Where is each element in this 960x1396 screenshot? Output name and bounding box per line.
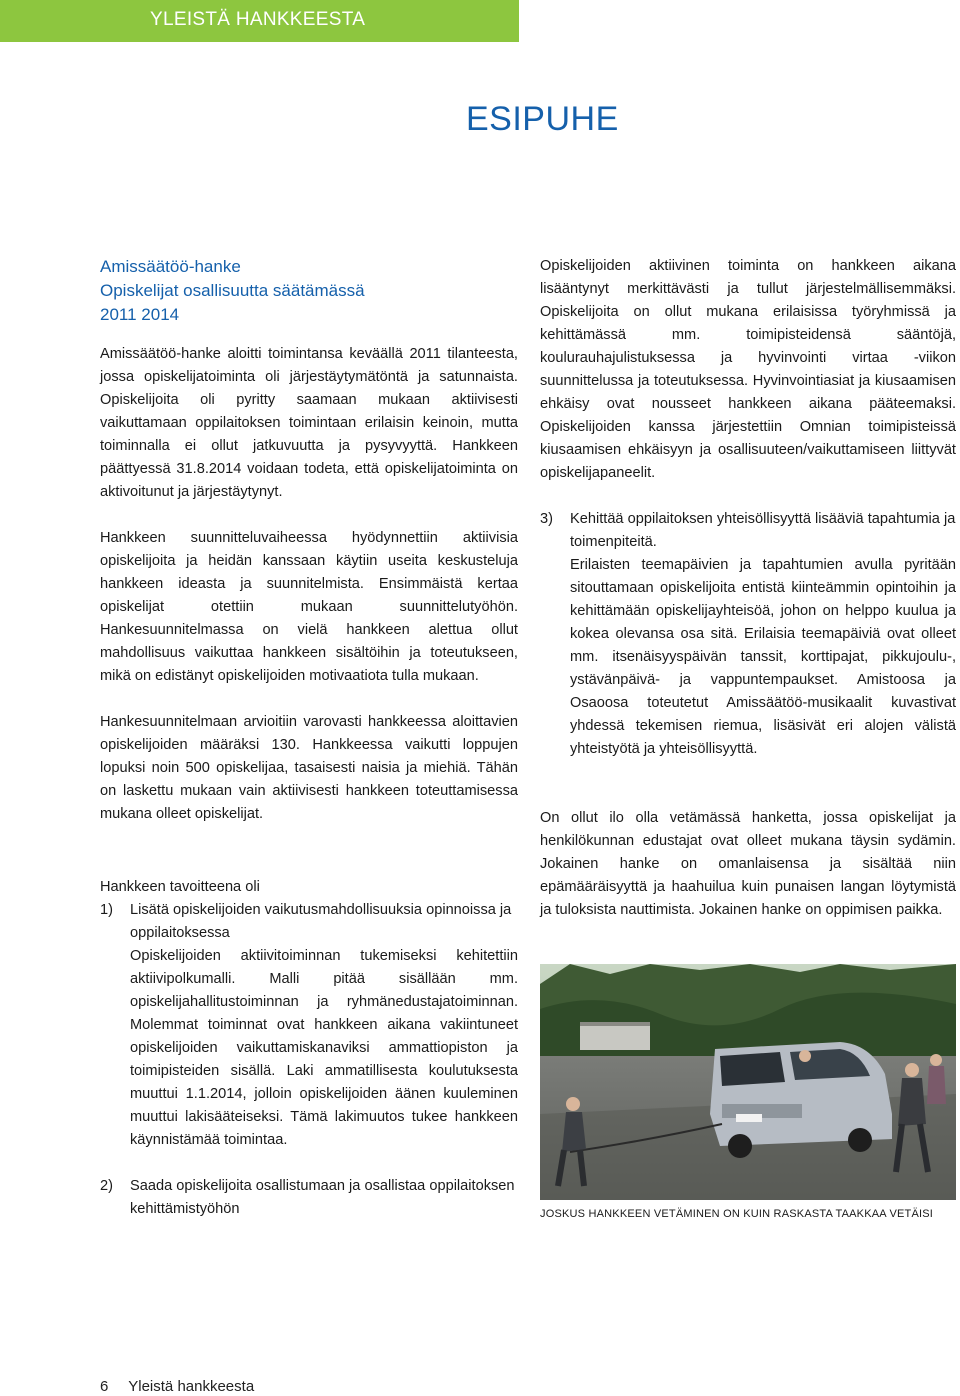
goal-item-3 [540, 508, 956, 761]
goal-title: Lisätä opiskelijoiden vaikutusmahdollisuuksia opinnoissa ja oppilaitoksessa [130, 902, 512, 941]
paragraph-activity: Opiskelijoiden aktiivinen toiminta on hankkeen aikana lisääntynyt merkittävästi ja tullut järjestelmällisemmäksi. Opiskelijoita on ollut mukana erilaisissa työryhmissä ja kehittämässä mm. toimipisteidensä sääntöjä, koulurauhajulistuksessa ja hyvinvointi virtaa -viikon suunnittelussa ja toteutuksessa. Hyvinvointiasiat ja kiusaamisen ehkäisy ovat nousseet hankkeen aikana pääteemaksi. Opiskelijoiden kanssa järjestettiin Omnian toimipisteissä kiusaamisen ehkäisyyn ja osallisuuteen/vaikuttamiseen liittyvät opiskelijapaneelit. [540, 258, 956, 481]
goal-title: Saada opiskelijoita osallistumaan ja osallistaa oppilaitoksen kehittämistyöhön [130, 1178, 515, 1217]
subtitle-line-3: 2011 2014 [100, 305, 180, 324]
page-footer [100, 1378, 254, 1395]
goal-item-1 [100, 899, 518, 1152]
photo [540, 964, 956, 1200]
goal-number: 3) [540, 511, 553, 527]
section-label: YLEISTÄ HANKKEESTA [150, 9, 366, 30]
subtitle-line-1: Amissäätöö-hanke [100, 257, 241, 276]
subtitle-line-2: Opiskelijat osallisuutta säätämässä [100, 281, 365, 300]
left-column [100, 255, 518, 1221]
right-column [540, 255, 956, 945]
page-number: 6 [100, 1378, 109, 1395]
paragraph-participants: Hankesuunnitelmaan arvioitiin varovasti hankkeessa aloittavien opiskelijoiden määräksi 130. Hankkeessa vaikutti loppujen lopuksi noin 500 opiskelijaa, tasaisesti naisia ja miehiä. Tähän on laskettu mukaan vain aktiivisesti hankkeen toteuttamisessa mukana olleet opiskelijat. [100, 714, 518, 822]
paragraph-planning: Hankkeen suunnitteluvaiheessa hyödynnettiin aktiivisia opiskelijoita ja heidän kanssaan käytiin useita keskusteluja hankkeen ideasta ja suunnitelmista. Ensimmäistä kertaa opiskelijat otettiin mukaan suunnittelutyöhön. Hankesuunnitelmassa on vielä hankkeen alettua ollut mahdollisuus vaikuttaa hankkeen sisältöihin ja toteutukseen, mikä on edistänyt opiskelijoiden motivaatiota tulla mukaan. [100, 530, 518, 684]
goal-text: Erilaisten teemapäivien ja tapahtumien avulla pyritään sitouttamaan opiskelijoita entistä kiinteämmin opintoihin ja kehittämään opiskelijayhteisöä, johon on helppo kuulua ja kokea olevansa osa sitä. Erilaisia teemapäiviä ovat olleet mm. itsenäisyyspäivän tanssit, korttipajat, pikkujoulu-, ystävänpäivä- ja vappuntempaukset. Amistoosa ja Osaoosa toteutetut Amissäätöö-musikaalit kuvastivat yhdessä tekemisen riemua, lisäsivät eri alojen välistä yhteistyötä ja yhteisöllisyyttä. [570, 557, 956, 757]
goal-number: 2) [100, 1178, 113, 1194]
goals-intro: Hankkeen tavoitteena oli [100, 879, 260, 895]
section-banner [0, 0, 519, 42]
goal-number: 1) [100, 902, 113, 918]
article-subtitle [100, 255, 518, 327]
paragraph-intro: Amissäätöö-hanke aloitti toimintansa keväällä 2011 tilanteesta, jossa opiskelijatoiminta oli järjestäytymätöntä ja satunnaista. Opiskelijoita oli pyritty saamaan mukaan aktiivisesti vaikuttamaan oppilaitoksen toimintaan erilaisin keinoin, mutta toiminnalla ei ollut jatkuvuutta ja pysyvyyttä. Hankkeen päättyessä 31.8.2014 voidaan todeta, että opiskelijatoiminta on aktivoitunut ja järjestäytynyt. [100, 346, 518, 500]
goal-title: Kehittää oppilaitoksen yhteisöllisyyttä lisääviä tapahtumia ja toimenpiteitä. [570, 511, 956, 550]
goal-text: Opiskelijoiden aktiivitoiminnan tukemiseksi kehitettiin aktiivipolkumalli. Malli pitää sisällään mm. opiskelijahallitustoiminnan ja ryhmänedustajatoiminnan. Molemmat toiminnat ovat hankkeen aikana vakiintuneet opiskelijoiden vaikuttamiskanaviksi ammattiopiston ja toimipisteiden sisällä. Laki ammatillisesta koulutuksesta muuttui 1.1.2014, jolloin opiskelijoiden äänen kuuleminen muuttui lakisääteiseksi. Tämä lakimuutos tukee hankkeen käynnistämää toimintaa. [130, 948, 518, 1148]
photo-caption: JOSKUS HANKKEEN VETÄMINEN ON KUIN RASKASTA TAAKKAA VETÄISI [540, 1208, 934, 1220]
footer-section: Yleistä hankkeesta [128, 1378, 255, 1395]
paragraph-closing: On ollut ilo olla vetämässä hanketta, jossa opiskelijat ja henkilökunnan edustajat ovat olleet mukana täysin sydämin. Jokainen hanke on omanlaisensa ja sisältää niin epämääräisyyttä ja haahuilua kuin punaisen langan löytymistä ja tuloksista nauttimista. Jokainen hanke on oppimisen paikka. [540, 810, 956, 918]
photo-illustration [540, 964, 956, 1200]
page-title: ESIPUHE [466, 100, 619, 138]
goal-item-2 [100, 1175, 518, 1221]
